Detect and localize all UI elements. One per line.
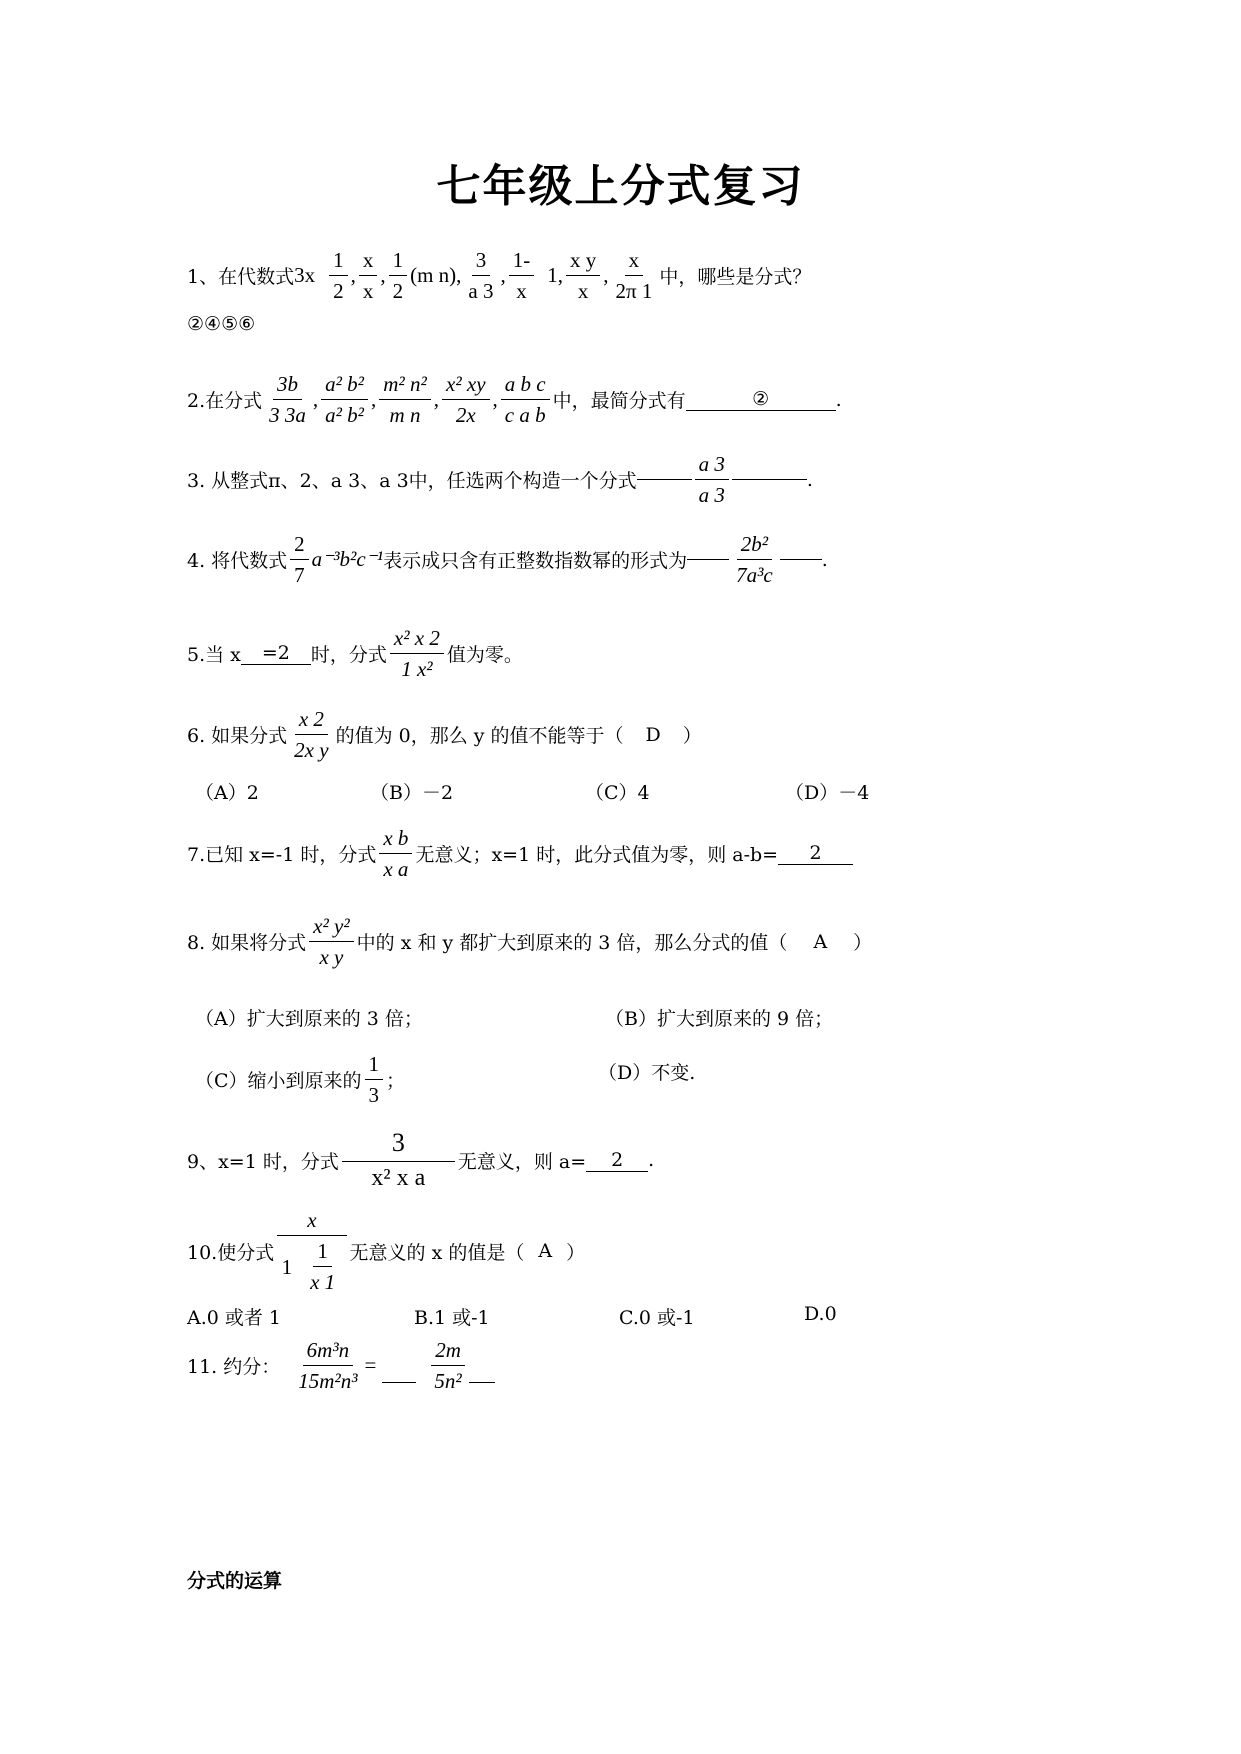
question-1: 1、在代数式 3x $\frac{1}{2}$ , $\frac{x}{x}$ , $\frac{1}{2}$ (m n), $\frac{3}{a 3}$ , $\frac{1-}{x}$ 1, $\frac{\text{x y}}{x}$ , $\frac{x}{2\pi 1}$ 中，哪些是分式？ [187, 248, 812, 304]
q1-frac-5: $\frac{1-}{x}$ [509, 248, 535, 303]
q1-frac-7: $\frac{x}{2\pi 1}$ [615, 248, 653, 304]
question-9: 9、x=1 时，分式 $\frac{3}{\text{x² x a}}$ 无意义，则 a= 2 . [187, 1128, 655, 1191]
q4-prefix: 4. 将代数式 [187, 550, 288, 573]
q8-option-c: （C）缩小到原来的 $\frac{1}{3}$ ； [195, 1052, 406, 1108]
question-5 [187, 626, 523, 681]
section-title: 分式的运算 [187, 1570, 283, 1592]
q10-prefix: 10.使分式 [187, 1241, 275, 1264]
q4-frac: $\frac{2}{7}$ [290, 532, 309, 587]
question-3: 3. 从整式π、2、a 3、a 3中，任选两个构造一个分式 $\frac{a 3}{a 3}$ . [187, 452, 813, 508]
q7-frac: $\frac{\text{x b}}{\text{x a}}$ [379, 826, 412, 881]
q10-frac: x 1 $\frac{1}{x 1}$ [277, 1208, 346, 1294]
question-6: 6. 如果分式 $\frac{x 2}{\text{2x y}}$ 的值为 0，那么 y 的值不能等于（ D ） [187, 707, 702, 763]
q7-answer-blank: 2 [778, 842, 853, 865]
question-7 [187, 826, 853, 881]
q2-frac-3: $\frac{\text{m² n²}}{\text{m n}}$ [379, 372, 431, 427]
q6-option-b: （B）－2 [370, 782, 454, 804]
q11-equals: = [364, 1353, 377, 1378]
q2-suffix: 中，最简分式有 [552, 390, 686, 413]
q5-frac: $\frac{\text{x² x 2}}{\text{1 x²}}$ [390, 626, 444, 681]
q5-suffix: 值为零。 [446, 644, 523, 667]
q1-mid5: 1, [547, 263, 563, 288]
q11-frac: $\frac{\text{6m³n}}{\text{15m²n³}}$ [298, 1338, 358, 1394]
q7-prefix: 7.已知 x=-1 时，分式 [187, 844, 377, 867]
q1-lead: 3x [294, 263, 316, 288]
q8-option-b: （B）扩大到原来的 9 倍； [605, 1008, 834, 1030]
q2-frac-1: $\frac{3b}{3 3a}$ [269, 372, 306, 428]
q6-option-a: （A）2 [195, 782, 259, 804]
q2-frac-4: $\frac{\text{x² xy}}{2x}$ [442, 372, 490, 427]
q10-answer: A [538, 1240, 553, 1263]
q4-answer-frac: $\frac{\text{2b²}}{\text{7a³c}}$ [736, 532, 773, 588]
q9-prefix: 9、x=1 时，分式 [187, 1150, 339, 1173]
q1-frac-2: $\frac{x}{x}$ [359, 248, 378, 303]
q1-frac-1: $\frac{1}{2}$ [329, 248, 348, 303]
q3-prefix: 3. 从整式π、2、a 3、a 3中，任选两个构造一个分式 [187, 470, 637, 493]
q10-option-a: A.0 或者 1 [187, 1307, 282, 1329]
q4-expr: a⁻³b²c⁻¹ [311, 547, 384, 572]
q6-prefix: 6. 如果分式 [187, 725, 288, 748]
q10-suffix: 无意义的 x 的值是（ [349, 1241, 525, 1264]
q1-prefix: 1、在代数式 [187, 266, 295, 289]
q1-frac-6: $\frac{\text{x y}}{x}$ [566, 248, 600, 303]
q5-prefix: 5.当 x [187, 644, 241, 667]
q1-tail3: (m n), [410, 263, 462, 288]
q2-answer-blank: ② [686, 388, 836, 411]
q1-frac-4: $\frac{3}{a 3}$ [468, 248, 494, 304]
q6-option-c: （C）4 [585, 782, 650, 804]
q4-mid: 表示成只含有正整数指数幂的形式为 [383, 550, 688, 573]
q3-answer-frac: $\frac{a 3}{a 3}$ [695, 452, 729, 507]
q8-option-a: （A）扩大到原来的 3 倍； [195, 1008, 423, 1030]
q11-prefix: 11. 约分： [187, 1356, 281, 1379]
q10-option-d: D.0 [804, 1303, 837, 1325]
q2-prefix: 2.在分式 [187, 390, 263, 413]
q1-frac-3: $\frac{1}{2}$ [389, 248, 408, 303]
q8-option-d: （D）不变. [598, 1062, 696, 1084]
q9-frac: $\frac{3}{\text{x² x a}}$ [342, 1128, 455, 1192]
question-2: 2.在分式 $\frac{3b}{3 3a}$ , $\frac{\text{a² b²}}{\text{a² b²}}$ , $\frac{\text{m² n²}}{\text{m n}}$ , $\frac{\text{x² xy}}{2x}$ , $\frac{\text{a b c}}{\text{c a b}}$ 中，最简分式有 ② . [187, 372, 842, 428]
q10-option-c: C.0 或-1 [619, 1307, 695, 1329]
q6-frac: $\frac{x 2}{\text{2x y}}$ [294, 707, 329, 763]
q8-suffix: 中的 x 和 y 都扩大到原来的 3 倍，那么分式的值（ [356, 932, 788, 955]
q2-frac-2: $\frac{\text{a² b²}}{\text{a² b²}}$ [321, 372, 368, 427]
question-8: 8. 如果将分式 $\frac{\text{x² y²}}{\text{x y}}$ 中的 x 和 y 都扩大到原来的 3 倍，那么分式的值（ A ） [187, 914, 873, 970]
question-10: 10.使分式 x 1 $\frac{1}{x 1}$ 无意义的 x 的值是（ A ） [187, 1208, 586, 1295]
q9-suffix: 无意义，则 a= [457, 1150, 587, 1173]
page-title: 七年级上分式复习 [436, 161, 805, 212]
q6-option-d: （D）－4 [785, 782, 870, 804]
q8-frac: $\frac{\text{x² y²}}{\text{x y}}$ [309, 914, 353, 969]
q1-suffix: 中，哪些是分式？ [659, 266, 812, 289]
q11-answer-frac: $\frac{2m}{\text{5n²}}$ [430, 1338, 465, 1393]
q8-answer: A [813, 930, 828, 953]
question-4: 4. 将代数式 $\frac{2}{7}$ a⁻³b²c⁻¹ 表示成只含有正整数指数幂的形式为 $\frac{\text{2b²}}{\text{7a³c}}$ . [187, 532, 828, 588]
q5-mid: 时，分式 [310, 644, 387, 667]
q7-suffix: 无意义；x=1 时，此分式值为零，则 a-b= [415, 844, 779, 867]
q10-inner-frac: $\frac{1}{x 1}$ [310, 1239, 336, 1295]
q9-answer-blank: 2 [586, 1149, 648, 1172]
q8-option-c-frac: $\frac{1}{3}$ [365, 1052, 384, 1107]
question-11 [187, 1338, 495, 1393]
q1-answer: ②④⑤⑥ [187, 313, 256, 335]
q5-answer-blank: =2 [241, 642, 311, 665]
q8-prefix: 8. 如果将分式 [187, 932, 307, 955]
q6-answer: D [645, 723, 661, 746]
q10-option-b: B.1 或-1 [414, 1307, 490, 1329]
q6-suffix: 的值为 0，那么 y 的值不能等于（ [335, 725, 624, 748]
q2-frac-5: $\frac{\text{a b c}}{\text{c a b}}$ [501, 372, 550, 427]
